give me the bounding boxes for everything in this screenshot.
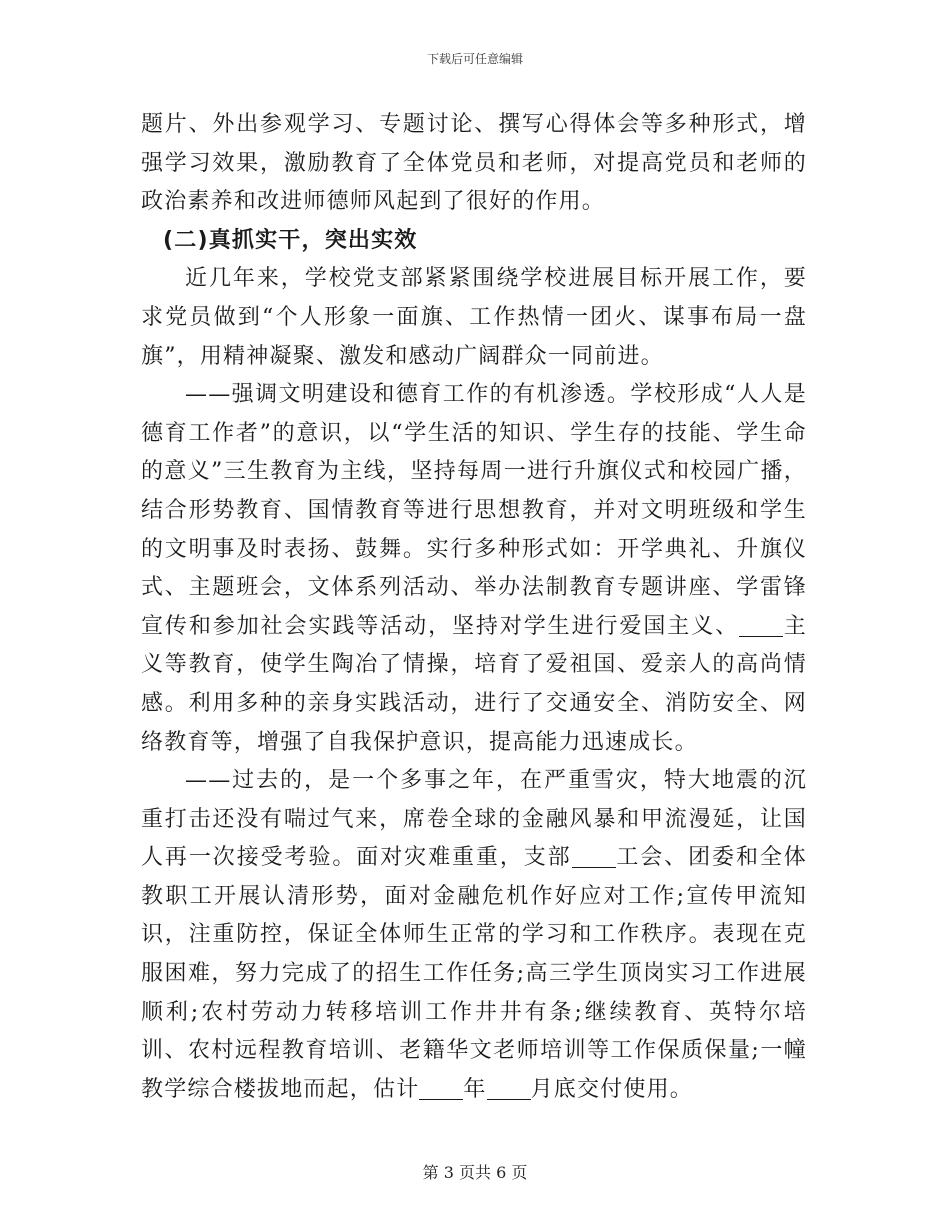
paragraph-continued: 题片、外出参观学习、专题讨论、撰写心得体会等多种形式，增强学习效果，激励教育了全体党员和老师，对提高党员和老师的政治素养和改进师德师风起到了很好的作用。: [141, 112, 807, 215]
document-body: [141, 106, 807, 1109]
blank-underline: [487, 1077, 531, 1100]
paragraph-moral-education: [141, 376, 807, 762]
blank-underline: [419, 1077, 463, 1100]
paragraph-past-year: [141, 762, 807, 1109]
page-number: 第 3 页共 6 页: [422, 1163, 528, 1182]
paragraph-text: ——过去的，是一个多事之年，在严重雪灾，特大地震的沉重打击还没有喘过气来，席卷全球的金融风暴和甲流漫延，让国人再一次接受考验。面对灾难重重，支部: [141, 768, 807, 871]
section-heading: (二)真抓实干，突出实效: [163, 227, 418, 253]
paragraph-intro: 近几年来，学校党支部紧紧围绕学校进展目标开展工作，要求党员做到“个人形象一面旗、工作热情一团火、谋事布局一盘旗”，用精神凝聚、激发和感动广阔群众一同前进。: [141, 266, 807, 369]
page-header: 下载后可任意编辑: [426, 52, 523, 66]
paragraph-text: 工会、团委和全体教职工开展认清形势，面对金融危机作好应对工作;宣传甲流知识，注重防控，保证全体师生正常的学习和工作秩序。表现在克服困难，努力完成了的招生工作任务;高三学生顶岗实习工作进展顺利;农村劳动力转移培训工作井井有条;继续教育、英特尔培训、农村远程教育培训、老籍华文老师培训等工作保质保量;一幢教学综合楼拔地而起，估计: [141, 845, 807, 1102]
paragraph-text: ——强调文明建设和德育工作的有机渗透。学校形成“人人是德育工作者”的意识，以“学生活的知识、学生存的技能、学生命的意义”三生教育为主线，坚持每周一进行升旗仪式和校园广播，结合形势教育、国情教育等进行思想教育，并对文明班级和学生的文明事及时表扬、鼓舞。实行多种形式如：开学典礼、升旗仪式、主题班会，文体系列活动、举办法制教育专题讲座、学雷锋宣传和参加社会实践等活动，坚持对学生进行爱国主义、: [141, 382, 807, 639]
paragraph-text: 主义等教育，使学生陶冶了情操，培育了爱祖国、爱亲人的高尚情感。利用多种的亲身实践活动，进行了交通安全、消防安全、网络教育等，增强了自我保护意识，提高能力迅速成长。: [141, 613, 807, 755]
paragraph-text: 月底交付使用。: [530, 1076, 694, 1102]
paragraph-text: 年: [463, 1076, 487, 1102]
blank-underline: [739, 614, 783, 637]
blank-underline: [572, 845, 616, 868]
